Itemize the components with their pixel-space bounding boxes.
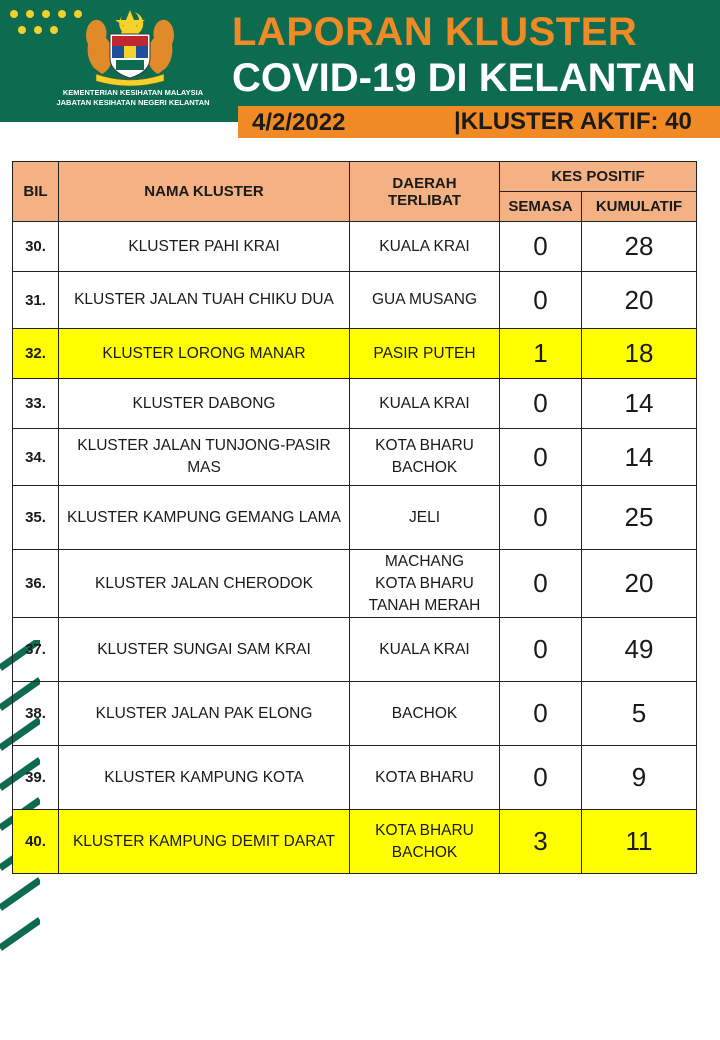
district-cell bbox=[350, 618, 500, 682]
semasa-count: 0 bbox=[500, 618, 582, 682]
district-cell bbox=[350, 810, 500, 874]
table-row bbox=[13, 682, 697, 746]
row-number: 33. bbox=[13, 379, 59, 429]
cluster-name bbox=[59, 429, 350, 486]
kumulatif-count: 11 bbox=[582, 810, 697, 874]
semasa-count: 0 bbox=[500, 272, 582, 329]
cluster-name-line: KLUSTER SUNGAI SAM KRAI bbox=[97, 640, 311, 658]
header-bil: BIL bbox=[13, 162, 59, 222]
district-line: KUALA KRAI bbox=[379, 640, 470, 658]
kumulatif-count: 25 bbox=[582, 486, 697, 550]
cluster-name-line: KLUSTER JALAN TUAH CHIKU DUA bbox=[74, 291, 334, 308]
cluster-name-line: KLUSTER PAHI KRAI bbox=[128, 237, 280, 255]
semasa-count: 0 bbox=[500, 429, 582, 486]
cluster-name-line: KLUSTER LORONG MANAR bbox=[102, 344, 306, 362]
cluster-name-line: KLUSTER DABONG bbox=[132, 394, 276, 412]
kumulatif-count: 28 bbox=[582, 222, 697, 272]
district-line: BACHOK bbox=[391, 843, 458, 861]
ministry-line-2: JABATAN KESIHATAN NEGERI KELANTAN bbox=[56, 98, 210, 107]
district-line: KUALA KRAI bbox=[379, 394, 470, 412]
cluster-name bbox=[59, 810, 350, 874]
date-bar bbox=[238, 106, 720, 138]
district-line: TANAH MERAH bbox=[368, 596, 481, 614]
kumulatif-count: 5 bbox=[582, 682, 697, 746]
cluster-name bbox=[59, 618, 350, 682]
semasa-count: 0 bbox=[500, 486, 582, 550]
district-cell bbox=[350, 329, 500, 379]
cluster-name bbox=[59, 222, 350, 272]
header-banner bbox=[0, 0, 720, 122]
kumulatif-count: 18 bbox=[582, 329, 697, 379]
cluster-name bbox=[59, 746, 350, 810]
header-daerah-line-1: DAERAH bbox=[392, 174, 457, 192]
cluster-name bbox=[59, 550, 350, 618]
table-row bbox=[13, 486, 697, 550]
table-row bbox=[13, 429, 697, 486]
table-row bbox=[13, 550, 697, 618]
semasa-count: 3 bbox=[500, 810, 582, 874]
cluster-name bbox=[59, 486, 350, 550]
row-number: 40. bbox=[13, 810, 59, 874]
row-number: 37. bbox=[13, 618, 59, 682]
district-line: GUA MUSANG bbox=[371, 291, 478, 308]
header-semasa: SEMASA bbox=[500, 192, 582, 222]
row-number: 34. bbox=[13, 429, 59, 486]
kumulatif-count: 20 bbox=[582, 272, 697, 329]
cluster-name bbox=[59, 272, 350, 329]
district-cell bbox=[350, 429, 500, 486]
district-line: JELI bbox=[408, 508, 440, 526]
kumulatif-count: 49 bbox=[582, 618, 697, 682]
report-subtitle: COVID-19 DI KELANTAN bbox=[232, 56, 696, 100]
header-nama-kluster: NAMA KLUSTER bbox=[59, 162, 350, 222]
semasa-count: 0 bbox=[500, 746, 582, 810]
ministry-line-1: KEMENTERIAN KESIHATAN MALAYSIA bbox=[62, 88, 204, 97]
district-line: BACHOK bbox=[391, 704, 458, 722]
cluster-name-line: KLUSTER KAMPUNG GEMANG LAMA bbox=[67, 508, 341, 526]
cluster-name-line: KLUSTER KAMPUNG KOTA bbox=[104, 768, 304, 786]
header-kumulatif: KUMULATIF bbox=[582, 192, 697, 222]
semasa-count: 0 bbox=[500, 682, 582, 746]
district-line: BACHOK bbox=[391, 459, 458, 476]
district-line: KOTA BHARU bbox=[375, 437, 474, 454]
row-number: 39. bbox=[13, 746, 59, 810]
report-title: LAPORAN KLUSTER bbox=[232, 10, 638, 54]
district-cell bbox=[350, 486, 500, 550]
district-line: KOTA BHARU bbox=[375, 821, 474, 839]
semasa-count: 0 bbox=[500, 550, 582, 618]
row-number: 38. bbox=[13, 682, 59, 746]
kumulatif-count: 20 bbox=[582, 550, 697, 618]
cluster-name bbox=[59, 379, 350, 429]
district-line: KUALA KRAI bbox=[379, 237, 470, 255]
report-date: 4/2/2022 bbox=[252, 109, 346, 136]
semasa-count: 1 bbox=[500, 329, 582, 379]
district-cell bbox=[350, 272, 500, 329]
table-row bbox=[13, 222, 697, 272]
district-cell bbox=[350, 550, 500, 618]
table-row bbox=[13, 618, 697, 682]
table-row bbox=[13, 329, 697, 379]
district-line: KOTA BHARU bbox=[375, 768, 474, 786]
row-number: 36. bbox=[13, 550, 59, 618]
district-cell bbox=[350, 379, 500, 429]
ministry-name bbox=[28, 88, 238, 108]
coat-of-arms-icon bbox=[72, 8, 188, 88]
kumulatif-count: 14 bbox=[582, 379, 697, 429]
cluster-name-line: KLUSTER KAMPUNG DEMIT DARAT bbox=[72, 832, 336, 850]
row-number: 30. bbox=[13, 222, 59, 272]
header-daerah-terlibat bbox=[350, 162, 500, 222]
cluster-table-body bbox=[13, 222, 697, 874]
row-number: 32. bbox=[13, 329, 59, 379]
table-row bbox=[13, 379, 697, 429]
semasa-count: 0 bbox=[500, 379, 582, 429]
cluster-name-line: KLUSTER JALAN PAK ELONG bbox=[95, 704, 313, 722]
district-cell bbox=[350, 746, 500, 810]
active-cluster-count: |KLUSTER AKTIF: 40 bbox=[454, 108, 692, 135]
row-number: 31. bbox=[13, 272, 59, 329]
district-cell bbox=[350, 682, 500, 746]
header-kes-positif: KES POSITIF bbox=[500, 162, 697, 192]
district-line: MACHANG bbox=[384, 552, 465, 570]
cluster-name-line: KLUSTER JALAN TUNJONG-PASIR bbox=[77, 437, 331, 454]
cluster-name bbox=[59, 682, 350, 746]
district-line: PASIR PUTEH bbox=[373, 344, 476, 362]
cluster-name-line: KLUSTER JALAN CHERODOK bbox=[95, 574, 313, 592]
header-daerah-line-2: TERLIBAT bbox=[387, 191, 462, 209]
table-row bbox=[13, 746, 697, 810]
table-row bbox=[13, 810, 697, 874]
cluster-name-line: MAS bbox=[187, 459, 221, 476]
cluster-name bbox=[59, 329, 350, 379]
district-cell bbox=[350, 222, 500, 272]
table-row bbox=[13, 272, 697, 329]
kumulatif-count: 9 bbox=[582, 746, 697, 810]
semasa-count: 0 bbox=[500, 222, 582, 272]
kumulatif-count: 14 bbox=[582, 429, 697, 486]
district-line: KOTA BHARU bbox=[375, 574, 474, 592]
cluster-table bbox=[12, 161, 697, 874]
decorative-dots bbox=[8, 8, 78, 38]
row-number: 35. bbox=[13, 486, 59, 550]
